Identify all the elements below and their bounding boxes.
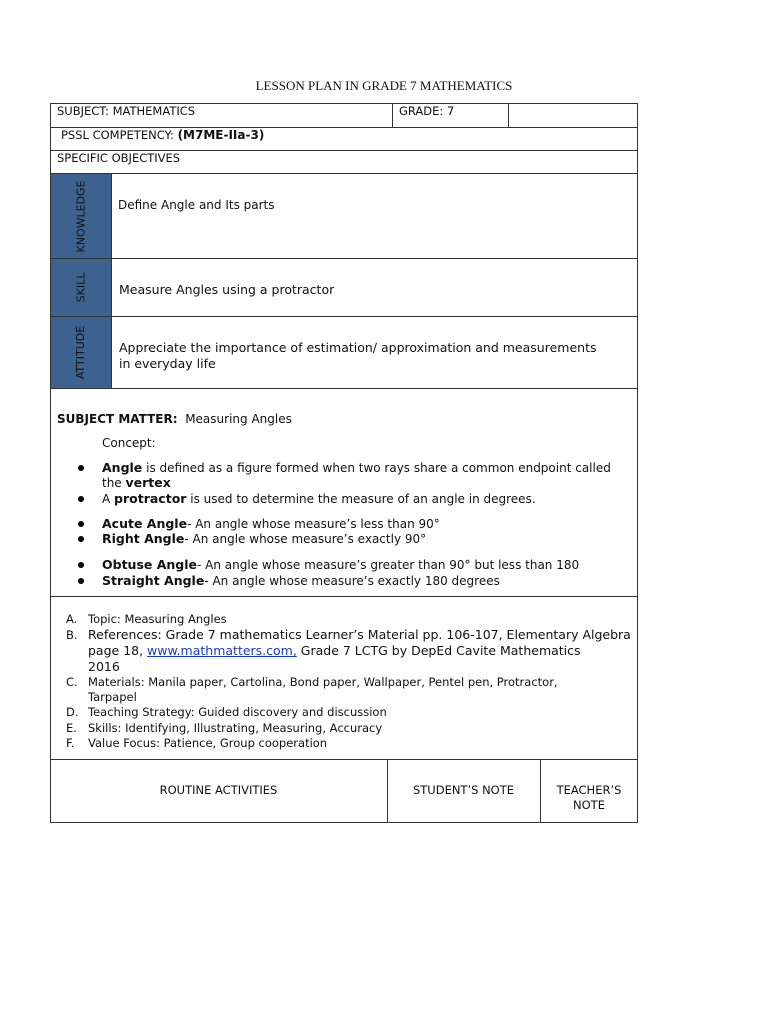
concept-protractor: A protractor is used to determine the measure of an angle in degrees.: [102, 491, 536, 506]
students-note-header: STUDENT’S NOTE: [412, 783, 515, 797]
concept-acute: Acute Angle- An angle whose measure’s less than 90°: [102, 516, 440, 531]
detail-letter-c: C.: [66, 675, 78, 689]
bullet-icon: [78, 578, 84, 584]
concept-label: Concept:: [102, 436, 156, 450]
detail-letter-e: E.: [66, 721, 77, 735]
grade-cell: GRADE: 7: [399, 104, 455, 118]
attitude-label: ATTITUDE: [74, 325, 88, 380]
pssl-label: PSSL COMPETENCY: (M7ME-IIa-3): [61, 128, 265, 142]
attitude-objective-line1: Appreciate the importance of estimation/ approximation and measurements: [119, 340, 597, 355]
concept-right: Right Angle- An angle whose measure’s exactly 90°: [102, 531, 427, 546]
concept-obtuse: Obtuse Angle- An angle whose measure’s greater than 90° but less than 180: [102, 557, 580, 572]
subject-matter: SUBJECT MATTER: Measuring Angles: [57, 412, 292, 426]
pssl-code: (M7ME-IIa-3): [177, 128, 265, 142]
detail-references-line2: page 18, www.mathmatters.com, Grade 7 LCTG by DepEd Cavite Mathematics: [88, 643, 581, 658]
skill-label: SKILL: [74, 272, 88, 303]
detail-letter-a: A.: [66, 612, 78, 626]
bullet-icon: [78, 521, 84, 527]
detail-materials-line2: Tarpapel: [88, 690, 137, 704]
detail-materials: Materials: Manila paper, Cartolina, Bond paper, Wallpaper, Pentel pen, Protractor,: [88, 675, 558, 689]
detail-references: References: Grade 7 mathematics Learner’s Material pp. 106-107, Elementary Algebra: [88, 627, 631, 642]
teachers-note-header-line1: TEACHER’S: [556, 783, 622, 797]
bullet-icon: [78, 536, 84, 542]
detail-topic: Topic: Measuring Angles: [88, 612, 227, 626]
detail-letter-f: F.: [66, 736, 75, 750]
detail-skills: Skills: Identifying, Illustrating, Measuring, Accuracy: [88, 721, 383, 735]
concept-straight: Straight Angle- An angle whose measure’s exactly 180 degrees: [102, 573, 500, 588]
detail-strategy: Teaching Strategy: Guided discovery and discussion: [88, 705, 387, 719]
knowledge-label: KNOWLEDGE: [74, 180, 88, 252]
routine-activities-header: ROUTINE ACTIVITIES: [159, 783, 278, 797]
attitude-objective-line2: in everyday life: [119, 356, 216, 371]
knowledge-objective: Define Angle and Its parts: [118, 198, 275, 212]
teachers-note-header-line2: NOTE: [573, 798, 605, 812]
concept-angle: Angle is defined as a figure formed when two rays share a common endpoint called: [102, 460, 611, 475]
concept-angle-line2: the vertex: [102, 475, 171, 490]
bullet-icon: [78, 496, 84, 502]
bullet-icon: [78, 562, 84, 568]
mathmatters-link[interactable]: www.mathmatters.com,: [147, 643, 297, 658]
detail-letter-d: D.: [66, 705, 79, 719]
bullet-icon: [78, 465, 84, 471]
subject-cell: SUBJECT: MATHEMATICS: [57, 104, 196, 118]
document-title: LESSON PLAN IN GRADE 7 MATHEMATICS: [255, 78, 513, 93]
skill-objective: Measure Angles using a protractor: [119, 282, 335, 297]
detail-value-focus: Value Focus: Patience, Group cooperation: [88, 736, 328, 750]
specific-objectives-heading: SPECIFIC OBJECTIVES: [57, 151, 181, 165]
detail-letter-b: B.: [66, 628, 78, 642]
detail-references-line3: 2016: [88, 659, 120, 674]
